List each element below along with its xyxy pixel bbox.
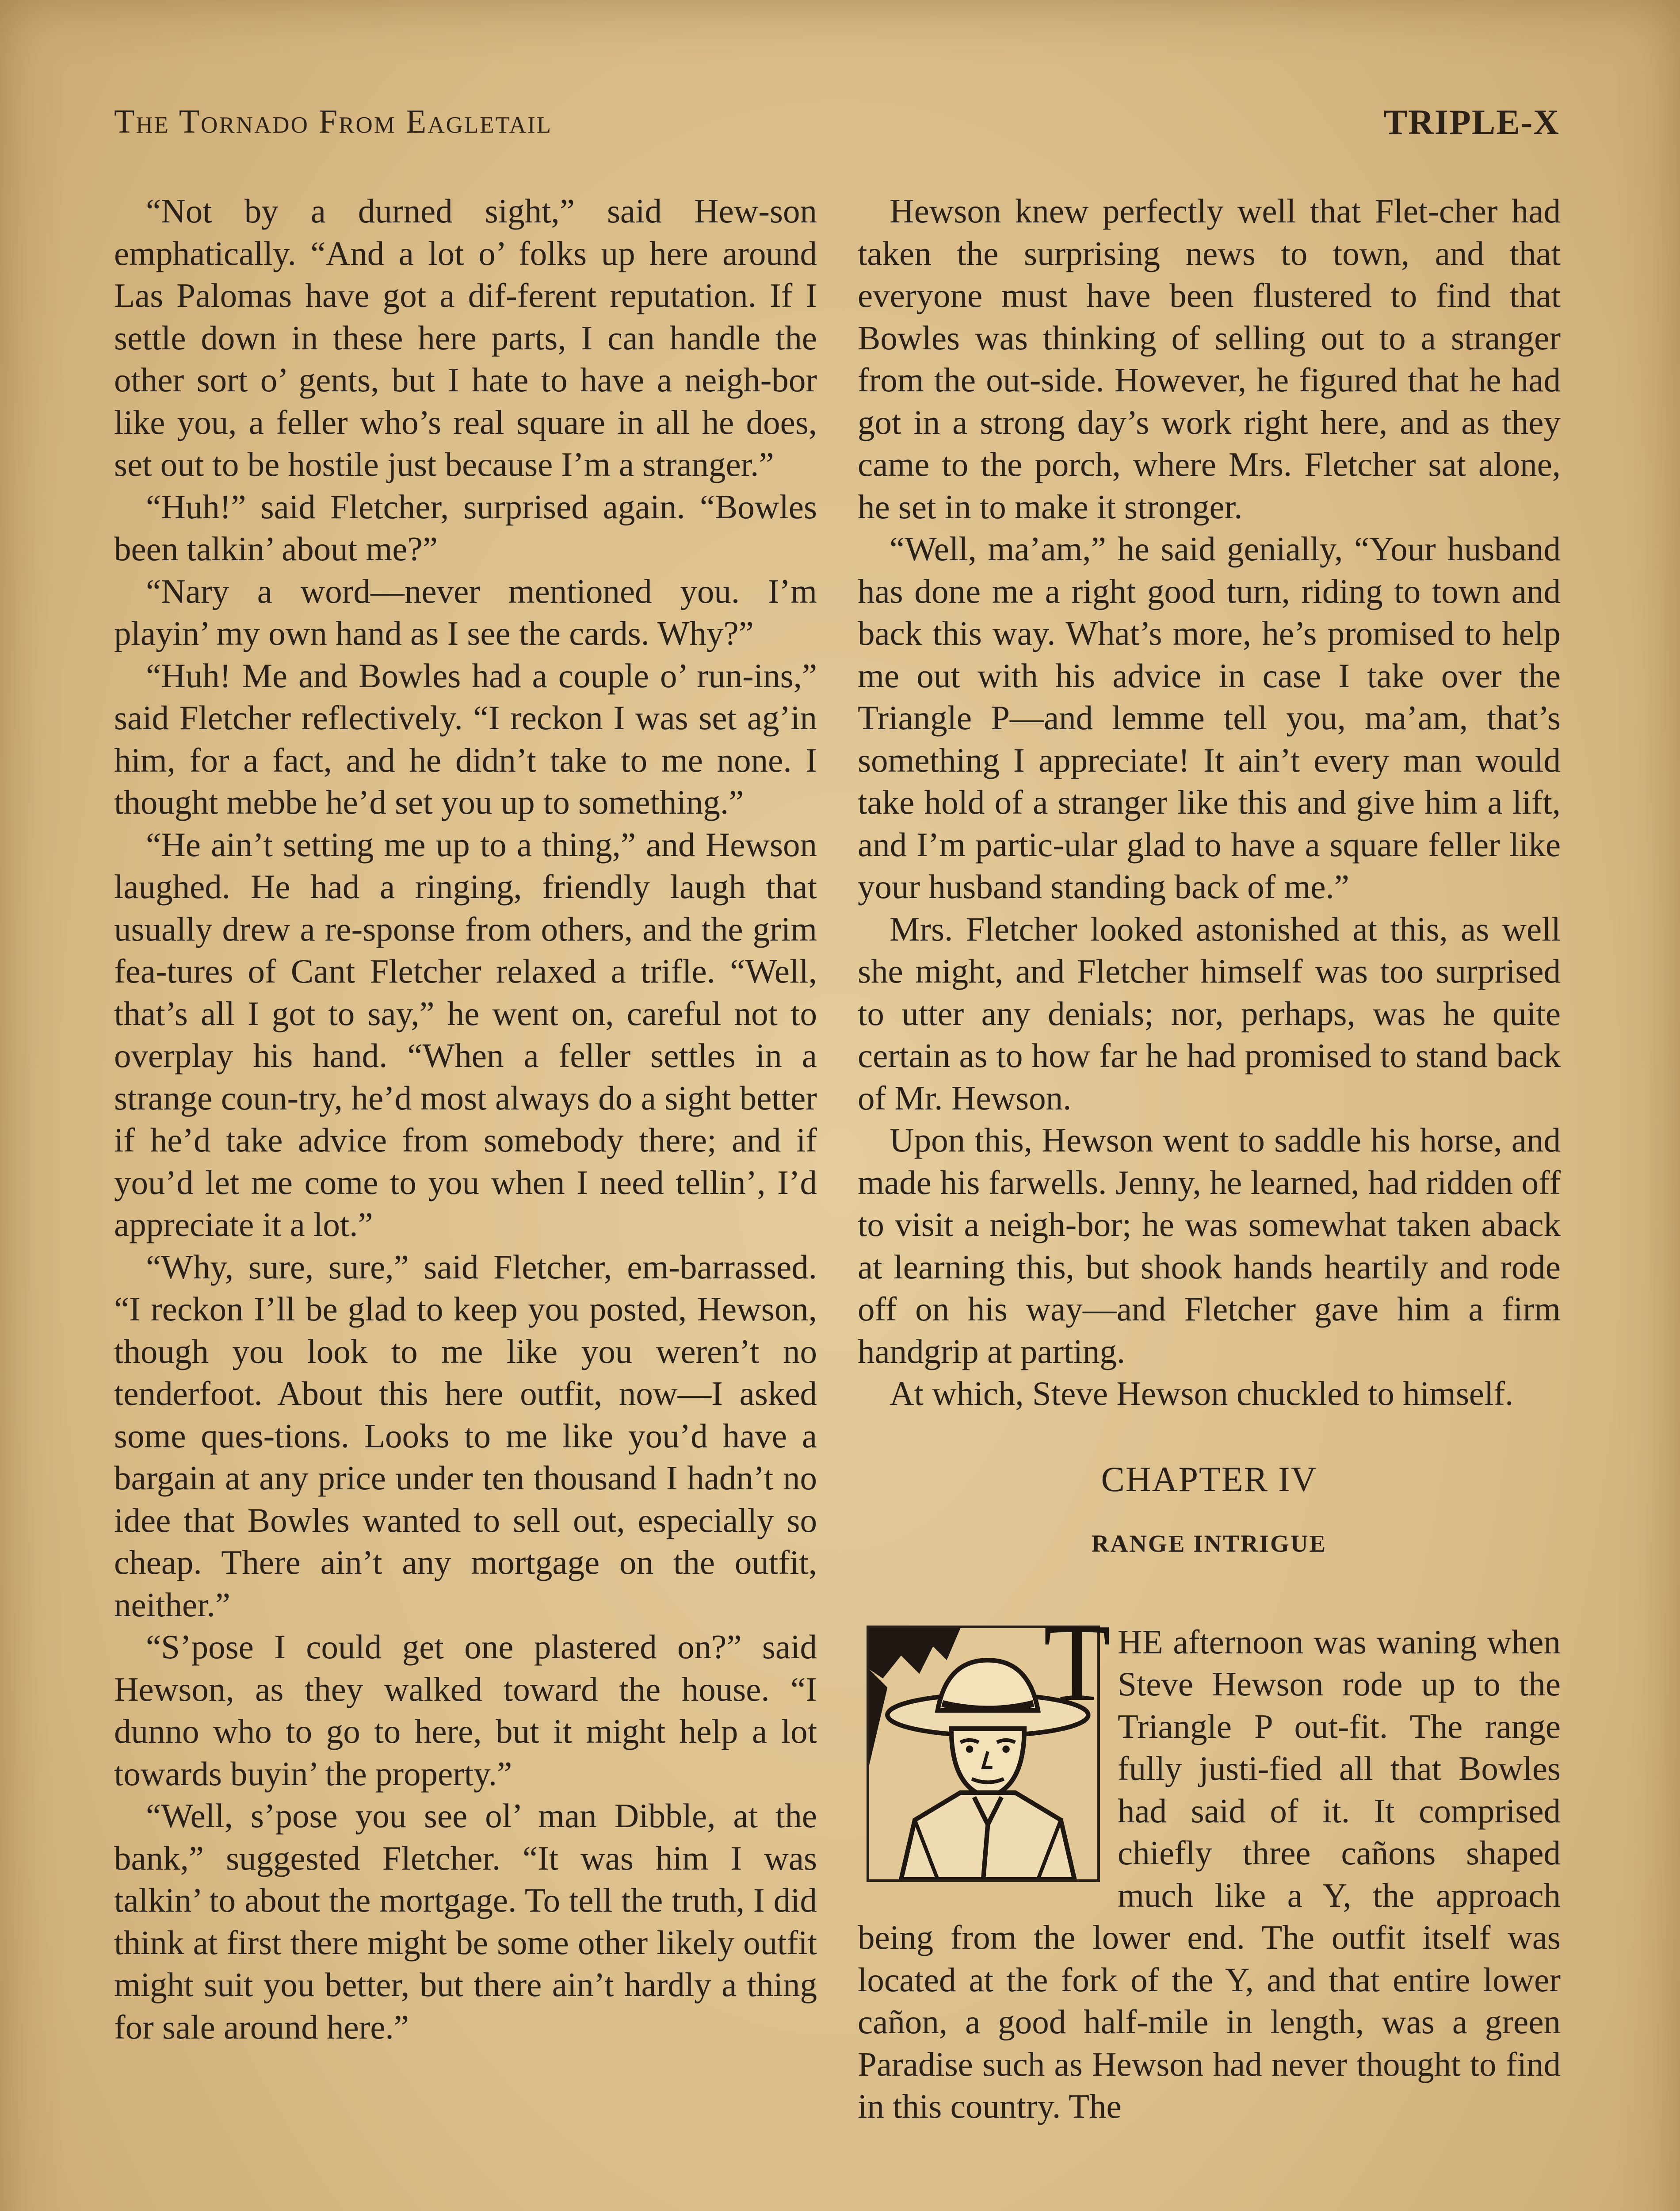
paragraph: At which, Steve Hewson chuckled to himself. xyxy=(890,1374,1514,1412)
chapter-subtitle: RANGE INTRIGUE xyxy=(1091,1530,1327,1557)
right-column xyxy=(858,190,1561,2128)
paragraph: “He ain’t setting me up to a thing,” and Hewson laughed. He had a ringing, friendly laugh that usually drew a re-sponse from others, and the grim fea-tures of Cant Fletcher relaxed a trifle. “Well, that’s all I got to say,” he went on, careful not to overplay his hand. “When a feller settles in a strange coun-try, he’d most always do a sight better if he’d take advice from somebody there; and if you’d let me come to you when I need tellin’, I’d appreciate it a lot.” xyxy=(114,825,817,1243)
running-head xyxy=(114,103,1560,151)
paragraph: “Huh! Me and Bowles had a couple o’ run-ins,” said Fletcher reflectively. “I reckon I was set ag’in him, for a fact, and he didn’t take to me none. I thought mebbe he’d set you up to something.” xyxy=(114,656,817,821)
paragraph: “Well, ma’am,” he said genially, “Your husband has done me a right good turn, riding to town and back this way. What’s more, he’s promised to help me out with his advice in case I take over the Triangle P—and lemme tell you, ma’am, that’s something I appreciate! It ain’t every man would take hold of a stranger like this and give him a lift, and I’m partic-ular glad to have a square feller like your husband standing back of me.” xyxy=(858,530,1561,906)
chapter-opening-text: HE afternoon was waning when Steve Hewson rode up to the Triangle P out-fit. The range fully justi-fied all that Bowles had said of it. It comprised chiefly three cañons shaped much like a Y, the approach being from the lower end. The outfit itself was located at the fork of the Y, and that entire lower cañon, a good half-mile in length, was a green Paradise such as Hewson had never thought to find in this country. The xyxy=(858,1622,1561,2125)
paragraph: Upon this, Hewson went to saddle his horse, and made his farwells. Jenny, he learned, had ridden off to visit a neigh-bor; he was somewhat taken aback at learning this, but shook hands heartily and rode off on his way—and Fletcher gave him a firm handgrip at parting. xyxy=(858,1121,1561,1370)
paragraph: Hewson knew perfectly well that Flet-cher had taken the surprising news to town, and that everyone must have been flustered to find that Bowles was thinking of selling out to a stranger from the out-side. However, he figured that he had got in a strong day’s work right here, and as they came to the porch, where Mrs. Fletcher sat alone, he set in to make it stronger. xyxy=(858,192,1561,526)
paragraph: “Huh!” said Fletcher, surprised again. “Bowles been talkin’ about me?” xyxy=(114,487,817,568)
paragraph: “Well, s’pose you see ol’ man Dibble, at the bank,” suggested Fletcher. “It was him I was talkin’ to about the mortgage. To tell the truth, I did think at first there might be some other likely outfit might suit you better, but there ain’t hardly a thing for sale around here.” xyxy=(114,1797,817,2046)
story-title: The Tornado From Eagletail xyxy=(114,103,553,140)
paragraph: Mrs. Fletcher looked astonished at this, as well she might, and Fletcher himself was too surprised to utter any denials; nor, perhaps, was he quite certain as to how far he had promised to stand back of Mr. Hewson. xyxy=(858,910,1561,1117)
paragraph: “Nary a word—never mentioned you. I’m playin’ my own hand as I see the cards. Why?” xyxy=(114,572,817,652)
chapter-opening xyxy=(858,1601,1561,2128)
paragraph: “Why, sure, sure,” said Fletcher, em-barrassed. “I reckon I’ll be glad to keep you posted, Hewson, though you look to me like you weren’t no tenderfoot. About this here outfit, now—I asked some ques-tions. Looks to me like you’d have a bargain at any price under ten thousand I hadn’t no idee that Bowles wanted to sell out, especially so cheap. There ain’t any mortgage on the outfit, neither.” xyxy=(114,1247,817,1624)
paragraph: “S’pose I could get one plastered on?” said Hewson, as they walked toward the house. “I dunno who to go to here, but it might help a lot towards buyin’ the property.” xyxy=(114,1628,817,1793)
magazine-name: TRIPLE-X xyxy=(1383,103,1560,142)
left-column xyxy=(114,190,817,2048)
chapter-title: CHAPTER IV xyxy=(1101,1460,1317,1499)
drop-cap: T xyxy=(1043,1601,1111,1724)
paragraph: “Not by a durned sight,” said Hew-son emphatically. “And a lot o’ folks up here around Las Palomas have got a dif-ferent reputation. If I settle down in these here parts, I can handle the other sort o’ gents, but I hate to have a neigh-bor like you, a feller who’s real square in all he does, set out to be hostile just because I’m a stranger.” xyxy=(114,192,817,483)
